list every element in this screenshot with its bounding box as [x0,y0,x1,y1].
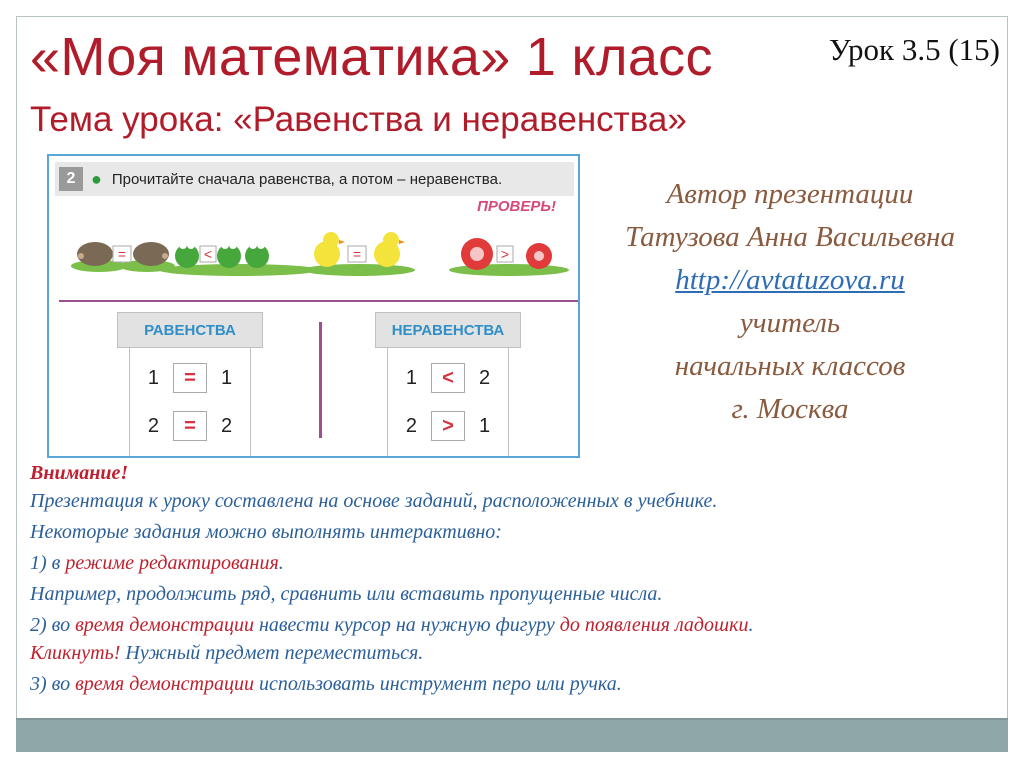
note-item-1 [30,552,990,583]
row-right: 1 [221,366,233,389]
author-block [590,180,990,438]
sign-box[interactable]: < [431,363,465,393]
bullet-icon: ● [91,168,102,189]
item1-suffix: . [278,552,284,574]
textbook-image [47,154,580,458]
check-label: ПРОВЕРЬ! [477,198,556,215]
snails-icon [449,238,569,276]
row-right: 2 [221,414,233,437]
footer-bar [16,718,1008,752]
task-bar [55,162,574,196]
author-role-2: начальных классов [674,350,906,382]
row-right: 2 [479,366,491,389]
row-left: 1 [147,366,159,389]
equality-row [130,354,250,402]
item2-highlight-2: до появления ладошки [559,614,749,636]
item2-suffix: . [748,614,754,636]
comparison-pictures [69,218,569,288]
note-line-3: Например, продолжить ряд, сравнить или вставить пропущенные числа. [30,583,663,605]
equality-row [130,402,250,450]
task-number: 2 [59,167,83,191]
divider-vertical [319,322,322,438]
click-rest: Нужный предмет переместиться. [120,642,424,664]
task-text: Прочитайте сначала равенства, а потом – неравенства. [111,170,503,188]
equalities-table [117,312,263,458]
note-line-1: Презентация к уроку составлена на основе заданий, расположенных в учебнике. [30,490,718,512]
snails-sign: > [500,246,510,262]
page-title: «Моя математика» 1 класс [30,27,713,87]
note-item-2 [30,614,990,642]
divider-horizontal [59,300,579,302]
frogs-icon [159,241,319,276]
item1-prefix: 1) в [30,552,66,574]
inequalities-table [375,312,521,458]
click-highlight: Кликнуть! [30,642,121,664]
item3-prefix: 3) во [30,673,76,695]
note-item-3 [30,673,990,704]
attention-heading: Внимание! [30,462,129,484]
item3-suffix: использовать инструмент перо или ручка. [253,673,622,695]
note-line-2: Некоторые задания можно выполнять интерактивно: [30,521,502,543]
item2-prefix: 2) во [30,614,76,636]
sign-box[interactable]: > [431,411,465,441]
lesson-topic: Тема урока: «Равенства и неравенства» [30,100,687,139]
note-click [30,642,990,673]
author-caption: Автор презентации [666,178,914,210]
hedgehogs-sign: = [117,246,127,262]
author-role-1: учитель [739,307,841,339]
chicks-sign: = [352,246,362,262]
sign-box[interactable]: = [173,411,207,441]
notes-block [30,462,990,704]
hedgehogs-icon [71,242,175,272]
row-left: 1 [405,366,417,389]
frogs-sign: < [203,246,213,262]
author-name: Татузова Анна Васильевна [625,221,955,253]
inequalities-header: НЕРАВЕНСТВА [375,312,521,348]
item3-highlight: время демонстрации [75,673,254,695]
author-website-link[interactable]: http://avtatuzova.ru [675,264,905,296]
author-city: г. Москва [731,393,849,425]
inequalities-body [387,348,509,458]
inequality-row [388,354,508,402]
row-left: 2 [147,414,159,437]
item2-mid: навести курсор на нужную фигуру [253,614,560,636]
lesson-number: Урок 3.5 (15) [828,32,1000,67]
sign-box[interactable]: = [173,363,207,393]
item2-highlight-1: время демонстрации [75,614,254,636]
row-left: 2 [405,414,417,437]
inequality-row [388,402,508,450]
row-right: 1 [479,414,491,437]
equalities-body [129,348,251,458]
chicks-icon [303,232,415,276]
item1-highlight: режиме редактирования [65,552,279,574]
equalities-header: РАВЕНСТВА [117,312,263,348]
